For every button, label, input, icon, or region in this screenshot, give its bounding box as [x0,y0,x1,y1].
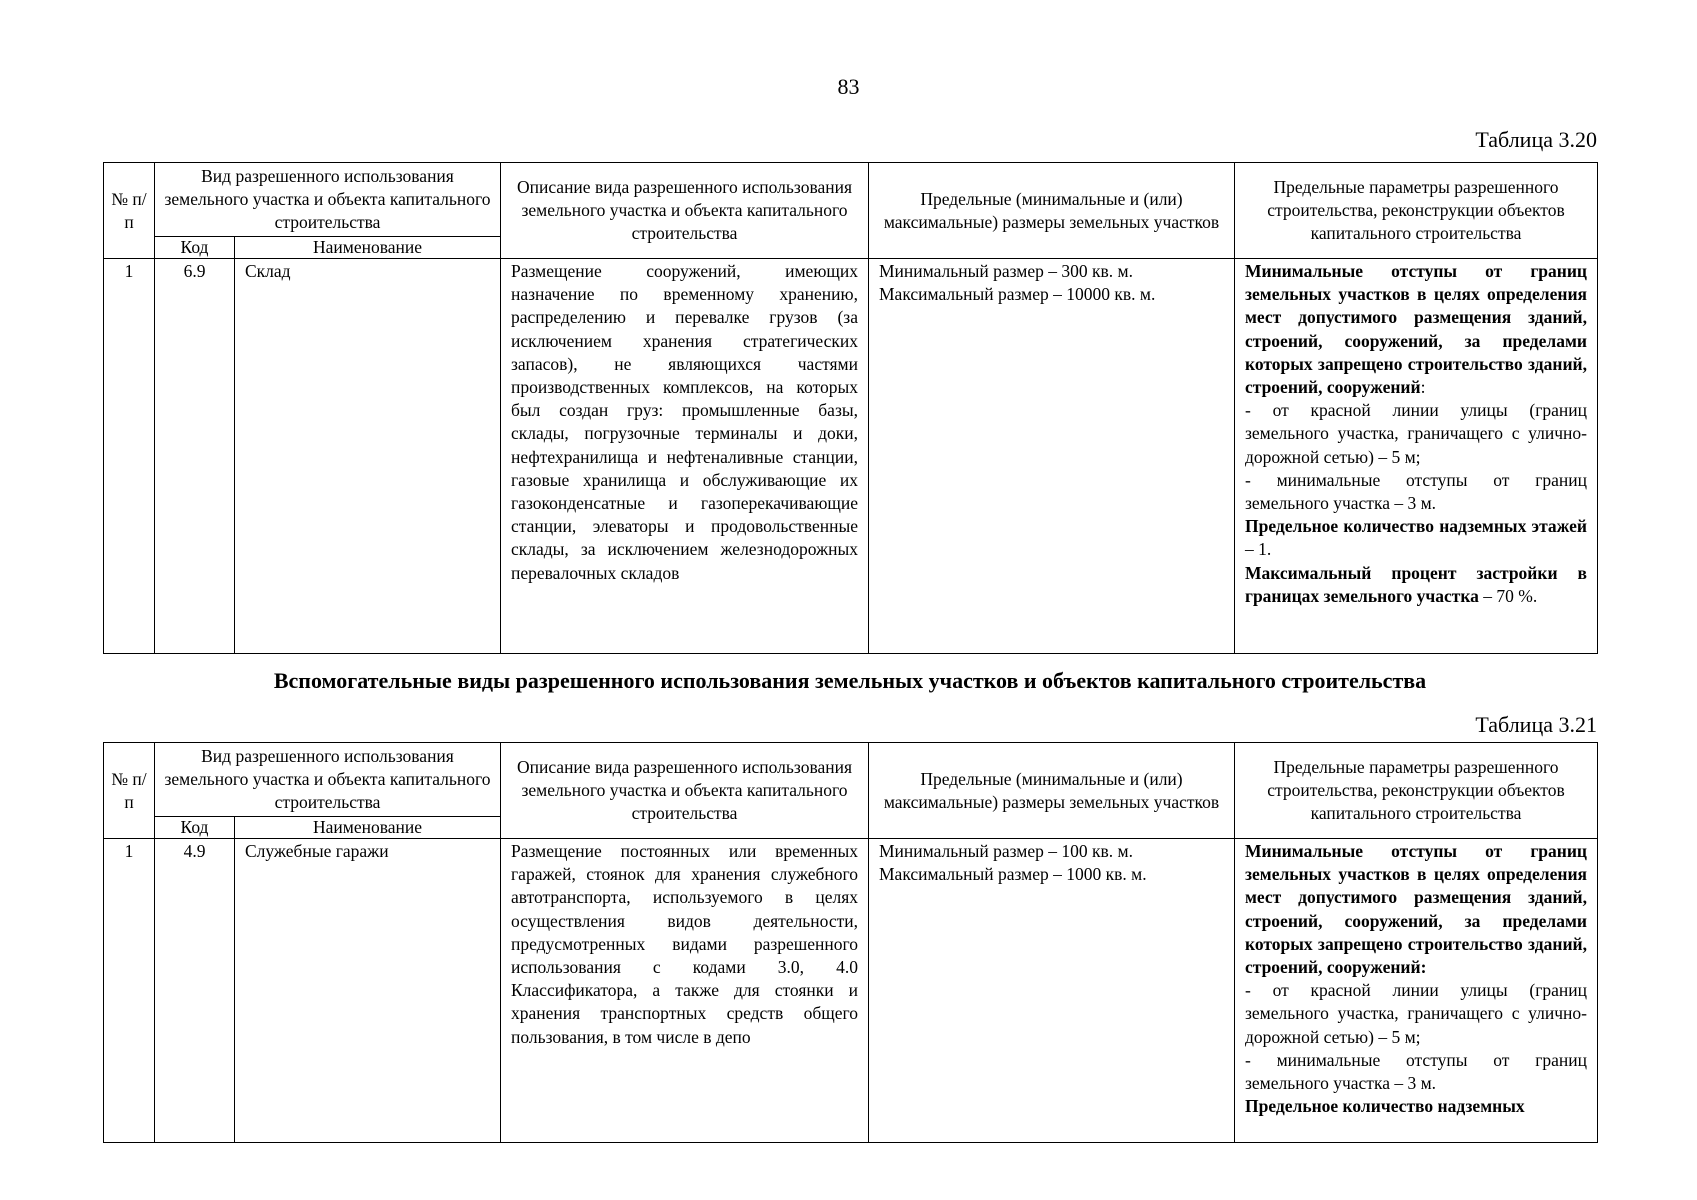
row-params [1235,839,1598,1143]
row-description: Размещение сооружений, имеющих назначение по временному хранению, распределению и перевалке грузов (за исключением хранения стратегических запасов), не являющихся частями производственных комплексов, на которых был создан груз: промышленные базы, склады, погрузочные терминалы и доки, нефтехранилища и нефтеналивные станции, газовые хранилища и обслуживающие их газоконденсатные и газоперекачивающие станции, элеваторы и продовольственные склады, за исключением железнодорожных перевалочных складов [501,259,869,654]
row-name: Служебные гаражи [235,839,501,1143]
params-setbacks-bold: Минимальные отступы от границ земельных участков в целях определения мест допустимого размещения зданий, строений, сооружений, за пределами которых запрещено строительство зданий, строений, сооружений [1245,261,1587,398]
header-name: Наименование [235,237,501,259]
header-code: Код [155,817,235,839]
table-row [104,259,1598,654]
section-heading: Вспомогательные виды разрешенного использования земельных участков и объектов капитального строительства [273,668,1427,693]
params-min-setback: - минимальные отступы от границ земельного участка – 3 м. [1245,469,1587,514]
params-setbacks-bold: Минимальные отступы от границ земельных участков в целях определения мест допустимого размещения зданий, строений, сооружений, за пределами которых запрещено строительство зданий, строений, сооружений: [1245,841,1587,978]
table-row [104,839,1598,1143]
header-params: Предельные параметры разрешенного строительства, реконструкции объектов капитального строительства [1235,163,1598,259]
params-floors-bold: Предельное количество надземных [1245,1096,1525,1117]
header-use-type-group: Вид разрешенного использования земельного участка и объекта капитального строительства [155,163,501,237]
params-floors-bold: Предельное количество надземных этажей [1245,516,1587,537]
row-num: 1 [104,259,155,654]
row-name: Склад [235,259,501,654]
params-coverage: Максимальный процент застройки в границах земельного участка – 70 %. [1245,562,1587,606]
header-sizes: Предельные (минимальные и (или) максимальные) размеры земельных участков [869,743,1235,839]
row-sizes [869,839,1235,1143]
size-max: Максимальный размер – 1000 кв. м. [879,864,1147,885]
row-code: 4.9 [155,839,235,1143]
table-3-21 [103,742,1598,1143]
page-number: 83 [837,74,860,99]
params-red-line: - от красной линии улицы (границ земельного участка, граничащего с улично-дорожной сетью) – 5 м; [1245,980,1587,1047]
table-3-20-label: Таблица 3.20 [1475,127,1597,152]
header-params: Предельные параметры разрешенного строительства, реконструкции объектов капитального строительства [1235,743,1598,839]
header-description: Описание вида разрешенного использования земельного участка и объекта капитального строительства [501,743,869,839]
header-description: Описание вида разрешенного использования земельного участка и объекта капитального строительства [501,163,869,259]
params-setbacks: Минимальные отступы от границ земельных участков в целях определения мест допустимого размещения зданий, строений, сооружений, за пределами которых запрещено строительство зданий, строений, сооружений: [1245,261,1587,398]
size-max: Максимальный размер – 10000 кв. м. [879,284,1156,305]
row-num: 1 [104,839,155,1143]
header-name: Наименование [235,817,501,839]
row-description: Размещение постоянных или временных гаражей, стоянок для хранения служебного автотранспорта, используемого в целях осуществления видов деятельности, предусмотренных видами разрешенного использования с кодами 3.0, 4.0 Классификатора, а также для стоянки и хранения транспортных средств общего пользования, в том числе в депо [501,839,869,1143]
params-min-setback: - минимальные отступы от границ земельного участка – 3 м. [1245,1049,1587,1094]
table-3-21-label: Таблица 3.21 [1475,712,1597,737]
size-min: Минимальный размер – 100 кв. м. [879,841,1133,861]
header-num: № п/п [104,163,155,259]
row-params [1235,259,1598,654]
header-use-type-group: Вид разрешенного использования земельного участка и объекта капитального строительства [155,743,501,817]
params-coverage-bold: Максимальный процент застройки в границах земельного участка [1245,562,1587,606]
header-sizes: Предельные (минимальные и (или) максимальные) размеры земельных участков [869,163,1235,259]
params-floors: Предельное количество надземных этажей – 1. [1245,516,1587,560]
table-3-20 [103,162,1598,654]
header-num: № п/п [104,743,155,839]
row-code: 6.9 [155,259,235,654]
row-sizes [869,259,1235,654]
size-min: Минимальный размер – 300 кв. м. [879,261,1133,281]
header-code: Код [155,237,235,259]
params-red-line: - от красной линии улицы (границ земельного участка, граничащего с улично-дорожной сетью) – 5 м; [1245,400,1587,467]
